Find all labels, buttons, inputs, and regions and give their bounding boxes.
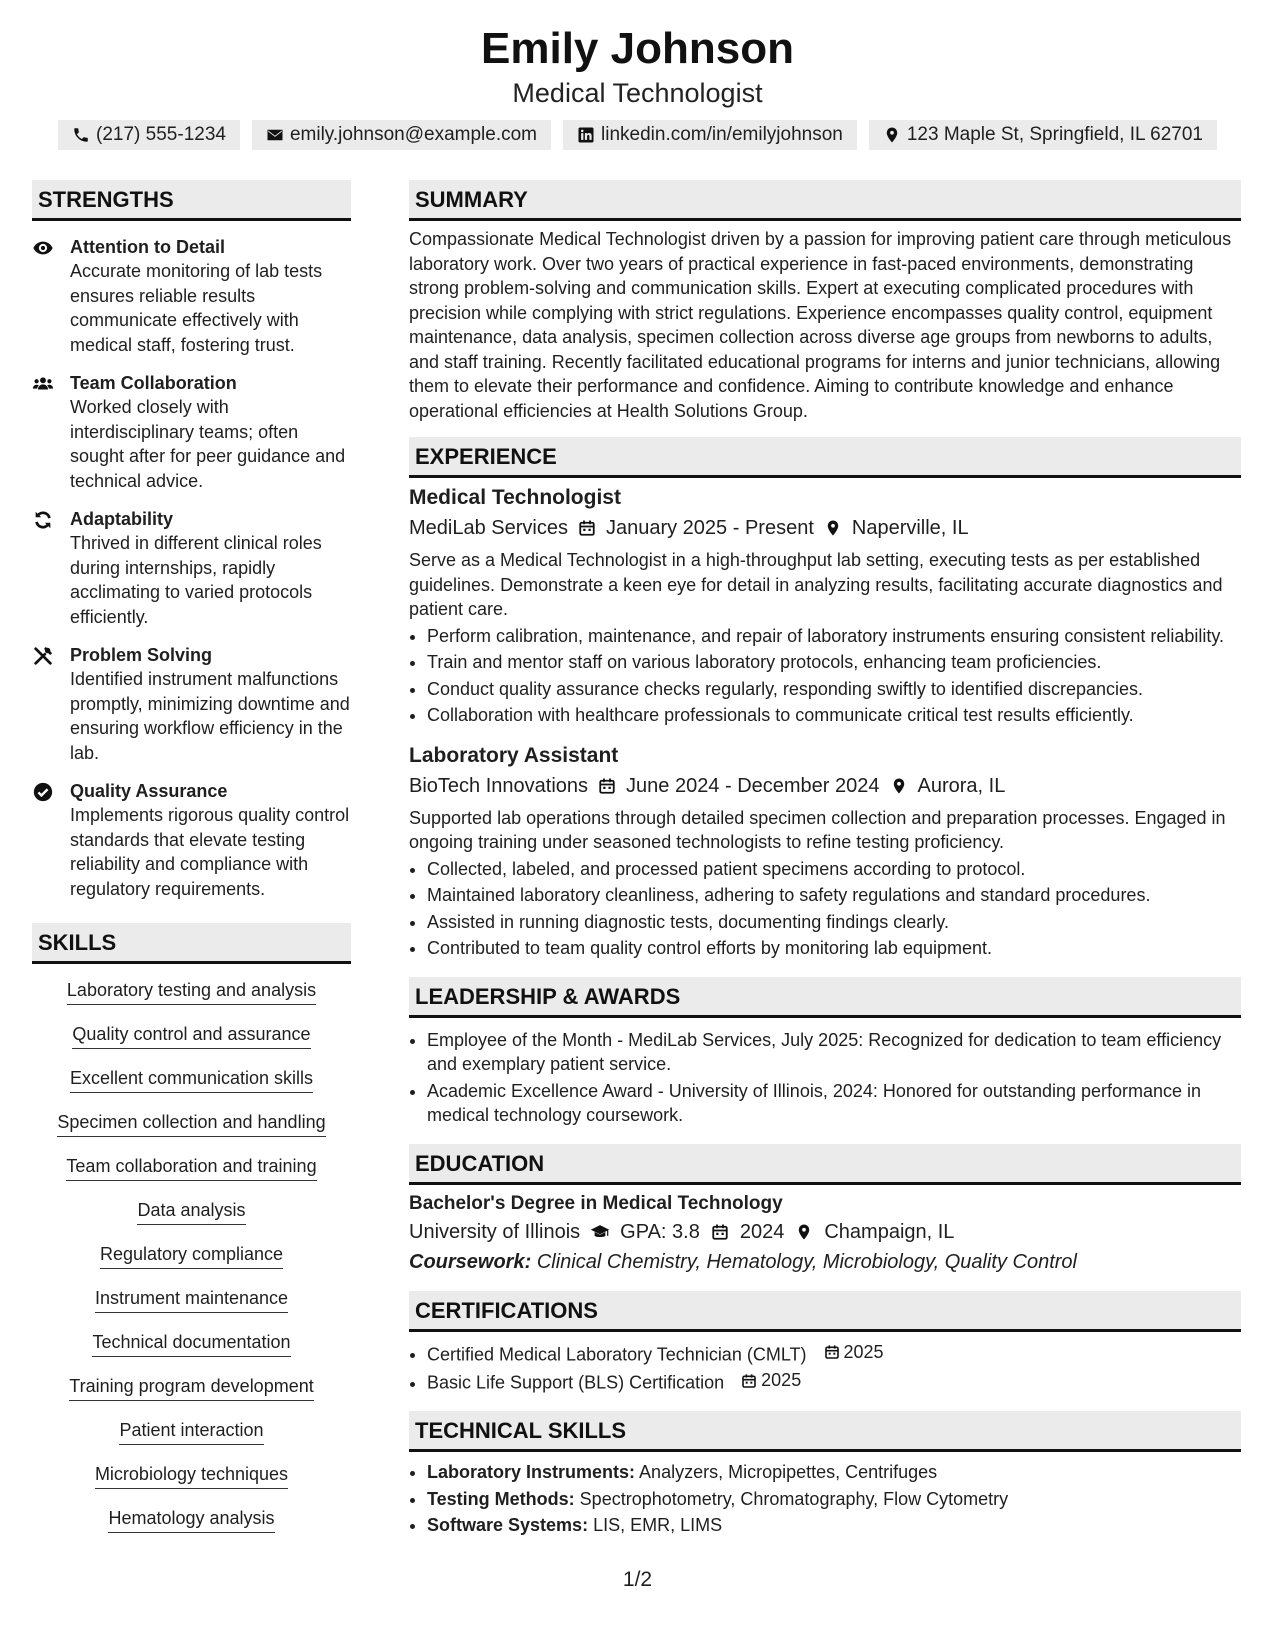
job-title: Medical Technologist xyxy=(409,486,621,509)
contact-text: 123 Maple St, Springfield, IL 62701 xyxy=(906,124,1203,145)
job-entry xyxy=(409,742,1241,961)
skill-item: Specimen collection and handling xyxy=(57,1110,325,1137)
technical-skill-item xyxy=(427,1487,1241,1512)
users-icon xyxy=(32,373,54,395)
skills-list xyxy=(32,978,351,1550)
graduation-year: 2024 xyxy=(739,1220,785,1243)
job-dates: June 2024 - December 2024 xyxy=(626,774,880,797)
strength-desc: Identified instrument malfunctions promptly, minimizing downtime and ensuring workflow efficiency in the lab. xyxy=(70,669,350,763)
graduation-cap-icon xyxy=(590,1223,610,1241)
skill-item: Data analysis xyxy=(137,1198,245,1225)
strength-item xyxy=(32,371,351,493)
job-location: Naperville, IL xyxy=(851,517,969,539)
envelope-icon xyxy=(266,126,284,144)
job-entry xyxy=(409,484,1241,728)
technical-skills-heading: TECHNICAL SKILLS xyxy=(409,1411,1241,1452)
candidate-title: Medical Technologist xyxy=(512,78,763,108)
candidate-name: Emily Johnson xyxy=(481,24,794,73)
right-column xyxy=(409,180,1241,1540)
school-name: University of Illinois xyxy=(409,1220,581,1243)
certification-item xyxy=(427,1368,1241,1395)
check-circle-icon xyxy=(32,781,54,803)
left-column xyxy=(32,180,351,1550)
certification-item xyxy=(427,1340,1241,1367)
summary-heading: SUMMARY xyxy=(409,180,1241,221)
contact-text: linkedin.com/in/emilyjohnson xyxy=(601,124,843,145)
calendar-icon xyxy=(578,519,596,537)
strength-desc: Accurate monitoring of lab tests ensures reliable results communicate effectively with medical staff, fostering trust. xyxy=(70,261,323,355)
calendar-icon xyxy=(741,1373,757,1389)
strength-title: Quality Assurance xyxy=(70,781,228,801)
skill-item: Patient interaction xyxy=(119,1418,263,1445)
job-company: BioTech Innovations xyxy=(409,774,589,797)
coursework-list: Clinical Chemistry, Hematology, Microbiology, Quality Control xyxy=(536,1250,1077,1273)
job-bullet: • Collected, labeled, and processed patient specimens according to protocol. xyxy=(427,857,1241,882)
gpa: GPA: 3.8 xyxy=(620,1220,700,1243)
strength-title: Problem Solving xyxy=(70,645,213,665)
award-item: • Employee of the Month - MediLab Services, July 2025: Recognized for dedication to team efficiency and exemplary patient service. xyxy=(427,1028,1241,1077)
summary-text: Compassionate Medical Technologist driven by a passion for improving patient care through meticulous laboratory work. Over two years of practical experience in fast-paced environments, demonstrating strong problem-solving and communication skills. Expert at executing complicated procedures with precision while complying with strict regulations. Experience encompasses quality control, equipment maintenance, data analysis, specimen collection across diverse age groups from newborns to adults, and staff training. Recently facilitated educational programs for interns and junior technicians, allowing them to elevate their performance and confidence. Aiming to contribute knowledge and enhance operational efficiencies at Health Solutions Group. xyxy=(409,229,1232,421)
job-company: MediLab Services xyxy=(409,517,568,539)
map-pin-icon xyxy=(890,777,908,795)
job-bullet: • Collaboration with healthcare professionals to communicate critical test results efficiently. xyxy=(427,703,1241,728)
calendar-icon xyxy=(824,1344,840,1360)
map-pin-icon xyxy=(883,126,901,144)
job-dates: January 2025 - Present xyxy=(605,517,814,539)
strength-item xyxy=(32,235,351,357)
map-pin-icon xyxy=(794,1223,814,1241)
education-heading: EDUCATION xyxy=(409,1144,1241,1185)
eye-icon xyxy=(32,237,54,259)
coursework xyxy=(409,1247,1241,1277)
resume-header xyxy=(0,0,1275,150)
calendar-icon xyxy=(598,777,616,795)
education-meta xyxy=(409,1217,1241,1247)
job-bullet: • Contributed to team quality control efforts by monitoring lab equipment. xyxy=(427,936,1241,961)
skill-item: Hematology analysis xyxy=(108,1506,274,1533)
strength-desc: Worked closely with interdisciplinary teams; often sought after for peer guidance and technical advice. xyxy=(70,397,346,491)
technical-skill-label: Software Systems: xyxy=(427,1515,589,1535)
map-pin-icon xyxy=(824,519,842,537)
skill-item: Excellent communication skills xyxy=(70,1066,313,1093)
page-number: 1/2 xyxy=(622,1568,653,1591)
job-description: Supported lab operations through detailed specimen collection and preparation processes. Engaged in ongoing training under seasoned technologists to refine testing proficiency. xyxy=(409,807,1226,852)
skill-item: Instrument maintenance xyxy=(95,1286,288,1313)
technical-skills-list xyxy=(409,1460,1241,1538)
job-bullet: • Assisted in running diagnostic tests, documenting findings clearly. xyxy=(427,910,1241,935)
job-meta xyxy=(409,514,1241,542)
certifications-heading: CERTIFICATIONS xyxy=(409,1291,1241,1332)
certification-year: 2025 xyxy=(761,1370,802,1391)
job-bullet: • Conduct quality assurance checks regularly, responding swiftly to identified discrepancies. xyxy=(427,677,1241,702)
strength-title: Attention to Detail xyxy=(70,237,225,257)
contact-bar xyxy=(0,120,1275,150)
technical-skill-item xyxy=(427,1513,1241,1538)
certifications-list xyxy=(409,1340,1241,1396)
certification-year: 2025 xyxy=(843,1341,884,1362)
technical-skill-value: Analyzers, Micropipettes, Centrifuges xyxy=(639,1462,938,1482)
contact-text: (217) 555-1234 xyxy=(96,124,226,145)
certification-name: Basic Life Support (BLS) Certification xyxy=(427,1372,725,1393)
calendar-icon xyxy=(710,1223,730,1241)
skill-item: Laboratory testing and analysis xyxy=(67,978,316,1005)
job-bullet: • Train and mentor staff on various laboratory protocols, enhancing team proficiencies. xyxy=(427,650,1241,675)
skill-item: Quality control and assurance xyxy=(72,1022,310,1049)
skill-item: Training program development xyxy=(69,1374,313,1401)
technical-skill-label: Laboratory Instruments: xyxy=(427,1462,636,1482)
phone-icon xyxy=(72,126,90,144)
job-title: Laboratory Assistant xyxy=(409,743,619,767)
leadership-heading: LEADERSHIP & AWARDS xyxy=(409,977,1241,1018)
tools-icon xyxy=(32,645,54,667)
strength-title: Team Collaboration xyxy=(70,373,237,393)
degree-title: Bachelor's Degree in Medical Technology xyxy=(409,1192,783,1214)
contact-linkedin xyxy=(563,120,857,150)
strengths-heading: STRENGTHS xyxy=(32,180,351,221)
school-location: Champaign, IL xyxy=(824,1220,955,1243)
skill-item: Microbiology techniques xyxy=(95,1462,288,1489)
experience-heading: EXPERIENCE xyxy=(409,437,1241,478)
skill-item: Team collaboration and training xyxy=(66,1154,316,1181)
contact-phone xyxy=(58,120,240,150)
job-bullet: • Perform calibration, maintenance, and repair of laboratory instruments ensuring consistent reliability. xyxy=(427,624,1241,649)
leadership-list xyxy=(409,1028,1241,1128)
refresh-icon xyxy=(32,509,54,531)
contact-address xyxy=(869,120,1217,150)
strength-item xyxy=(32,779,351,901)
strength-title: Adaptability xyxy=(70,509,174,529)
certification-name: Certified Medical Laboratory Technician (CMLT) xyxy=(427,1343,807,1364)
job-location: Aurora, IL xyxy=(917,774,1006,797)
job-description: Serve as a Medical Technologist in a high-throughput lab setting, executing tests as per established guidelines. Demonstrate a keen eye for detail in analyzing results, facilitating accurate diagnostics and patient care. xyxy=(409,550,1223,619)
strength-desc: Implements rigorous quality control standards that elevate testing reliability and compliance with regulatory requirements. xyxy=(70,805,350,899)
award-item: • Academic Excellence Award - University of Illinois, 2024: Honored for outstanding performance in medical technology coursework. xyxy=(427,1079,1241,1128)
technical-skill-value: Spectrophotometry, Chromatography, Flow Cytometry xyxy=(579,1488,1009,1509)
job-meta xyxy=(409,772,1241,800)
technical-skill-label: Testing Methods: xyxy=(427,1488,575,1509)
coursework-label: Coursework: xyxy=(409,1250,532,1273)
technical-skill-item xyxy=(427,1460,1241,1485)
skill-item: Regulatory compliance xyxy=(100,1242,283,1269)
strength-desc: Thrived in different clinical roles during internships, rapidly acclimating to varied protocols efficiently. xyxy=(70,533,322,627)
skill-item: Technical documentation xyxy=(92,1330,290,1357)
strength-item xyxy=(32,643,351,765)
skills-heading: SKILLS xyxy=(32,923,351,964)
job-bullet: • Maintained laboratory cleanliness, adhering to safety regulations and standard procedures. xyxy=(427,883,1241,908)
job-bullets xyxy=(409,624,1241,728)
technical-skill-value: LIS, EMR, LIMS xyxy=(593,1515,723,1535)
linkedin-icon xyxy=(577,126,595,144)
contact-email xyxy=(252,120,551,150)
job-bullets xyxy=(409,857,1241,961)
contact-text: emily.johnson@example.com xyxy=(289,124,538,145)
strength-item xyxy=(32,507,351,629)
